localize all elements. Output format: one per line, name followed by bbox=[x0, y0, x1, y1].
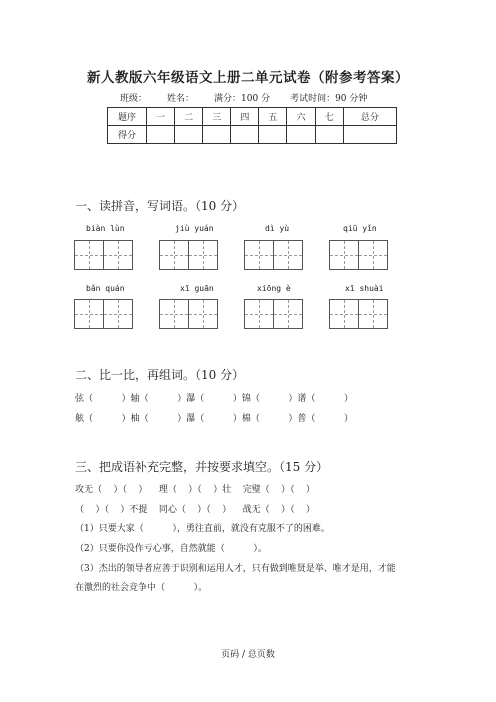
writing-cell[interactable] bbox=[74, 240, 104, 270]
score-header-cell: 七 bbox=[315, 108, 343, 126]
writing-cell[interactable] bbox=[273, 299, 303, 329]
pinyin-label: qiū yǐn bbox=[343, 224, 377, 233]
score-header-cell: 二 bbox=[175, 108, 203, 126]
score-cell[interactable] bbox=[343, 126, 396, 144]
writing-cell[interactable] bbox=[358, 299, 388, 329]
writing-cell[interactable] bbox=[159, 299, 189, 329]
answer-grid[interactable] bbox=[244, 299, 302, 329]
score-cell[interactable] bbox=[259, 126, 287, 144]
score-row-label: 得分 bbox=[108, 126, 147, 144]
compare-row: 弦（ ）轴（ ）瀑（ ）锦（ ）谱（ ） bbox=[75, 394, 354, 404]
writing-cell[interactable] bbox=[244, 299, 274, 329]
time-label: 考试时间：90 分钟 bbox=[290, 94, 368, 104]
writing-cell[interactable] bbox=[74, 299, 104, 329]
pinyin-label: xī shuài bbox=[345, 284, 384, 293]
writing-cell[interactable] bbox=[329, 299, 359, 329]
score-cell[interactable] bbox=[231, 126, 259, 144]
score-header-cell: 一 bbox=[147, 108, 175, 126]
score-cell[interactable] bbox=[287, 126, 315, 144]
score-header-cell: 三 bbox=[203, 108, 231, 126]
idiom-row: （ ）（ ）不提 同心（ ）（ ） 战无（ ）（ ） bbox=[75, 505, 316, 515]
fill-question: （2）只要你没作亏心事，自然就能（ ）。 bbox=[75, 544, 267, 554]
score-cell[interactable] bbox=[147, 126, 175, 144]
name-label: 姓名： bbox=[167, 94, 195, 104]
pinyin-label: bǎn quán bbox=[86, 284, 125, 293]
page-footer: 页码 / 总页数 bbox=[221, 650, 275, 660]
idiom-row: 攻无（ ）（ ） 理（ ）（ ）壮 完璧（ ）（ ） bbox=[75, 485, 316, 495]
writing-cell[interactable] bbox=[103, 240, 133, 270]
fill-question: （3）杰出的领导者应善于识别和运用人才，只有做到唯贤是举、唯才是用，才能 bbox=[75, 564, 396, 574]
section1-heading: 一、读拼音，写词语。（10 分） bbox=[75, 199, 245, 213]
answer-grid[interactable] bbox=[74, 240, 132, 270]
writing-cell[interactable] bbox=[244, 240, 274, 270]
score-table-header-row bbox=[108, 108, 397, 126]
writing-cell[interactable] bbox=[159, 240, 189, 270]
answer-grid[interactable] bbox=[329, 299, 387, 329]
pinyin-label: xī guān bbox=[180, 284, 214, 293]
score-header-cell: 总分 bbox=[343, 108, 396, 126]
score-header-cell: 六 bbox=[287, 108, 315, 126]
score-header-cell: 五 bbox=[259, 108, 287, 126]
pinyin-label: jiù yuán bbox=[175, 224, 214, 233]
writing-cell[interactable] bbox=[103, 299, 133, 329]
fill-question-continued: 在激烈的社会竞争中（ ）。 bbox=[75, 583, 208, 593]
score-header-cell: 题序 bbox=[108, 108, 147, 126]
exam-title: 新人教版六年级语文上册二单元试卷（附参考答案） bbox=[87, 70, 409, 86]
pinyin-label: biàn lùn bbox=[86, 224, 125, 233]
score-cell[interactable] bbox=[315, 126, 343, 144]
pinyin-label: dì yù bbox=[265, 224, 290, 233]
answer-grid[interactable] bbox=[74, 299, 132, 329]
pinyin-label: xiōng è bbox=[257, 284, 291, 293]
score-cell[interactable] bbox=[175, 126, 203, 144]
score-table bbox=[107, 107, 397, 144]
score-header-cell: 四 bbox=[231, 108, 259, 126]
writing-cell[interactable] bbox=[188, 299, 218, 329]
score-cell[interactable] bbox=[203, 126, 231, 144]
score-table-score-row bbox=[108, 126, 397, 144]
compare-row: 舷（ ）柚（ ）瀑（ ）棉（ ）普（ ） bbox=[75, 414, 354, 424]
writing-cell[interactable] bbox=[188, 240, 218, 270]
section2-heading: 二、比一比，再组词。（10 分） bbox=[75, 368, 245, 382]
fill-question: （1）只要大家（ ），勇往直前，就没有克服不了的困难。 bbox=[75, 524, 330, 534]
answer-grid[interactable] bbox=[159, 240, 217, 270]
answer-grid[interactable] bbox=[329, 240, 387, 270]
answer-grid[interactable] bbox=[244, 240, 302, 270]
full-score-label: 满分：100 分 bbox=[214, 94, 271, 104]
writing-cell[interactable] bbox=[273, 240, 303, 270]
answer-grid[interactable] bbox=[159, 299, 217, 329]
section3-heading: 三、把成语补充完整，并按要求填空。（15 分） bbox=[75, 460, 329, 474]
exam-info bbox=[120, 91, 387, 104]
class-label: 班级： bbox=[120, 94, 148, 104]
writing-cell[interactable] bbox=[358, 240, 388, 270]
writing-cell[interactable] bbox=[329, 240, 359, 270]
